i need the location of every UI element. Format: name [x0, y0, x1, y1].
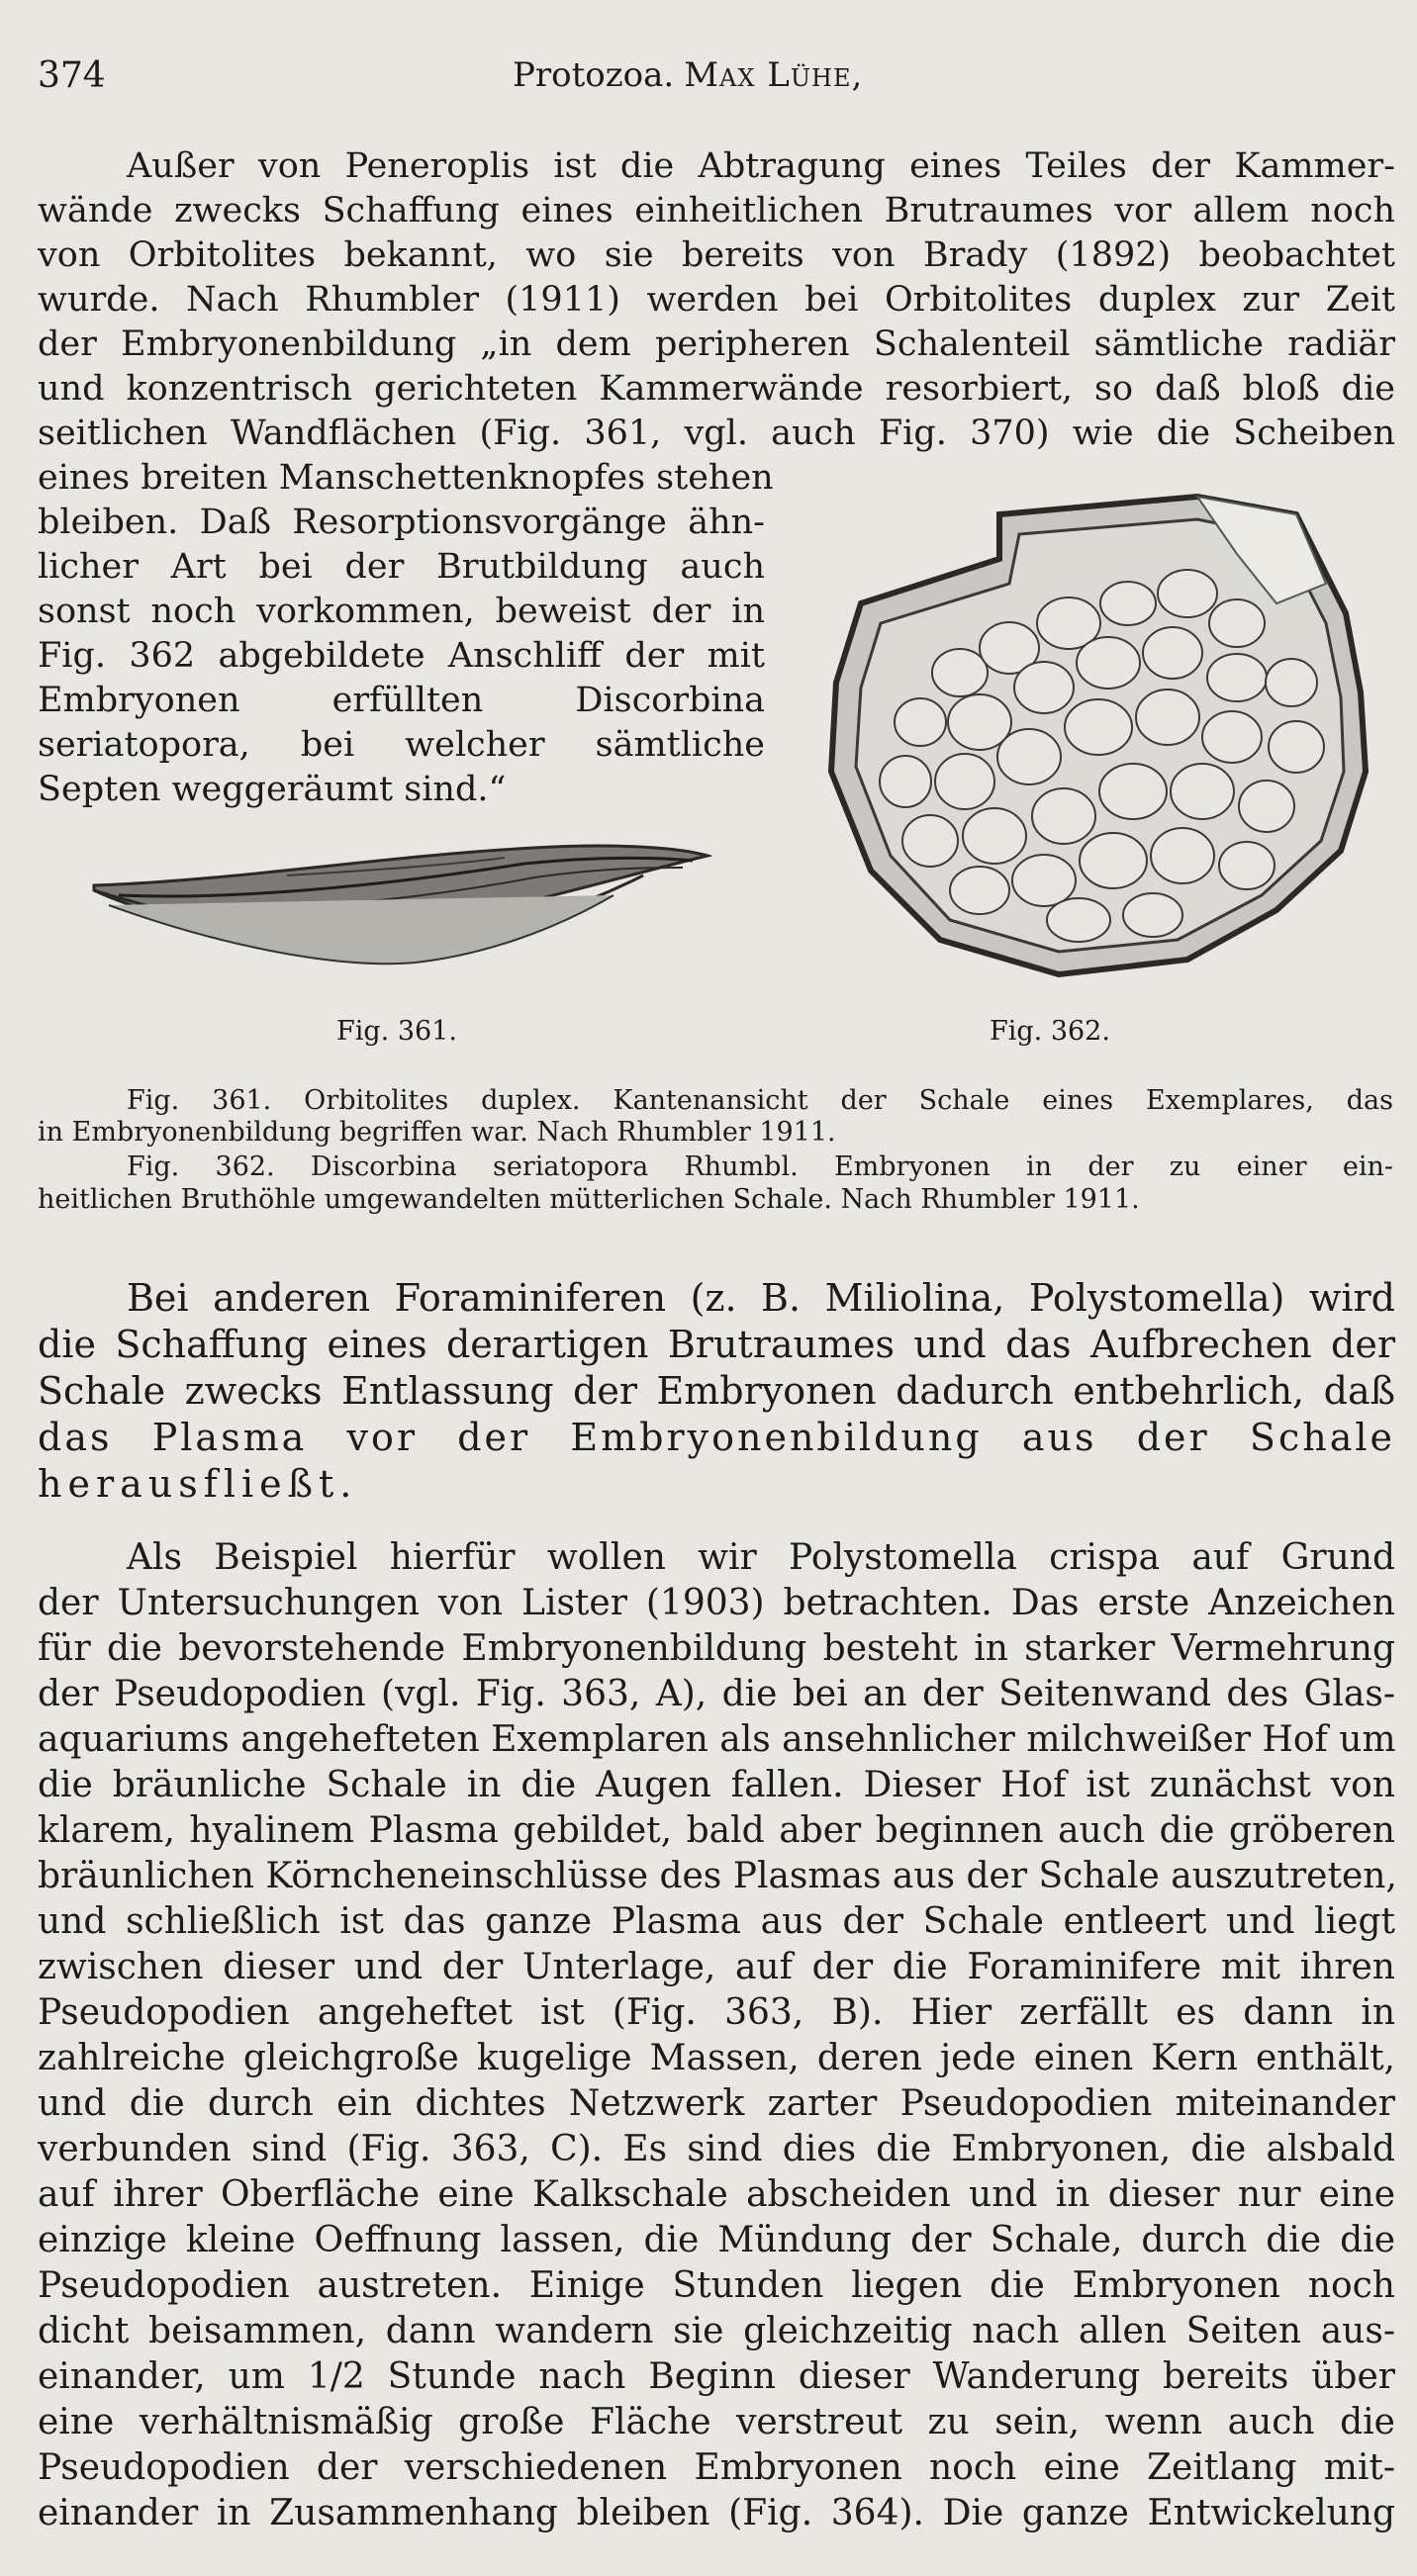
text-line: bräunlichen Körncheneinschlüsse des Plasmas aus der Schale auszutreten,: [38, 1856, 1397, 1896]
text-line: seriatopora, bei welcher sämtliche: [38, 725, 765, 765]
text-line: und schließlich ist das ganze Plasma aus der Schale entleert und liegt: [38, 1901, 1395, 1942]
text-line: klarem, hyalinem Plasma gebildet, bald aber beginnen auch die gröberen: [38, 1810, 1395, 1851]
caption-line: in Embryonenbildung begriffen war. Nach Rhumbler 1911.: [38, 1117, 836, 1148]
text-line: Fig. 362 abgebildete Anschliff der mit: [38, 636, 765, 676]
text-line: bleiben. Daß Resorptionsvorgänge ähn-: [38, 503, 765, 542]
text-line: sonst noch vorkommen, beweist der in: [38, 592, 765, 631]
text-line: Septen weggeräumt sind.“: [38, 770, 507, 809]
text-line: Pseudopodien angeheftet ist (Fig. 363, B). Hier zerfällt es dann in: [38, 1992, 1395, 2033]
fig-361-illustration: [89, 836, 712, 984]
caption-line: Fig. 361. Orbitolites duplex. Kantenansicht der Schale eines Exemplares, das: [127, 1085, 1393, 1116]
text-line: von Orbitolites bekannt, wo sie bereits von Brady (1892) beobachtet: [38, 235, 1395, 275]
caption-line: Fig. 362. Discorbina seriatopora Rhumbl. Embryonen in der zu einer ein-: [127, 1151, 1393, 1182]
text-line: zwischen dieser und der Unterlage, auf der die Foraminifere mit ihren: [38, 1947, 1395, 1987]
running-title-text: Protozoa.: [513, 55, 675, 95]
text-line: Außer von Peneroplis ist die Abtragung eines Teiles der Kammer-: [127, 146, 1395, 186]
fig-361-label: Fig. 361.: [336, 1016, 457, 1047]
text-line: die bräunliche Schale in die Augen fallen. Dieser Hof ist zunächst von: [38, 1765, 1395, 1805]
text-line: dicht beisammen, dann wandern sie gleichzeitig nach allen Seiten aus-: [38, 2311, 1395, 2351]
text-line: der Pseudopodien (vgl. Fig. 363, A), die bei an der Seitenwand des Glas-: [38, 1674, 1395, 1714]
text-line: eine verhältnismäßig große Fläche verstreut zu sein, wenn auch die: [38, 2402, 1395, 2442]
text-line: einzige kleine Oeffnung lassen, die Mündung der Schale, durch die die: [38, 2220, 1395, 2260]
text-line: licher Art bei der Brutbildung auch: [38, 547, 765, 587]
text-line: verbunden sind (Fig. 363, C). Es sind dies die Embryonen, die alsbald: [38, 2129, 1395, 2169]
text-line: Als Beispiel hierfür wollen wir Polystomella crispa auf Grund: [127, 1537, 1395, 1578]
running-author: Max Lühe,: [684, 55, 864, 95]
text-line: das Plasma vor der Embryonenbildung aus der Schale: [38, 1416, 1395, 1459]
page-number: 374: [38, 55, 106, 96]
text-line: Embryonen erfüllten Discorbina: [38, 681, 765, 720]
fig-362-illustration: [811, 475, 1385, 989]
text-line: einander, um 1/2 Stunde nach Beginn dieser Wanderung bereits über: [38, 2356, 1395, 2397]
text-line: Pseudopodien der verschiedenen Embryonen noch eine Zeitlang mit-: [38, 2447, 1395, 2488]
text-line: wurde. Nach Rhumbler (1911) werden bei Orbitolites duplex zur Zeit: [38, 280, 1395, 320]
text-line: wände zwecks Schaffung eines einheitlichen Brutraumes vor allem noch: [38, 191, 1395, 230]
text-line: Pseudopodien austreten. Einige Stunden liegen die Embryonen noch: [38, 2265, 1395, 2306]
text-line: Schale zwecks Entlassung der Embryonen dadurch entbehrlich, daß: [38, 1369, 1395, 1413]
text-line: auf ihrer Oberfläche eine Kalkschale abscheiden und in dieser nur eine: [38, 2174, 1395, 2215]
text-line: herausfließt.: [38, 1462, 358, 1506]
page-header: [38, 55, 1393, 105]
text-line: zahlreiche gleichgroße kugelige Massen, deren jede einen Kern enthält,: [38, 2038, 1395, 2078]
text-line: der Untersuchungen von Lister (1903) betrachten. Das erste Anzeichen: [38, 1583, 1395, 1623]
text-line: aquariums angehefteten Exemplaren als ansehnlicher milchweißer Hof um: [38, 1719, 1396, 1760]
text-line: die Schaffung eines derartigen Brutraumes und das Aufbrechen der: [38, 1323, 1395, 1366]
text-line: eines breiten Manschettenknopfes stehen: [38, 458, 774, 498]
text-line: einander in Zusammenhang bleiben (Fig. 364). Die ganze Entwickelung: [38, 2493, 1395, 2533]
text-line: und konzentrisch gerichteten Kammerwände resorbiert, so daß bloß die: [38, 369, 1395, 409]
text-line: für die bevorstehende Embryonenbildung besteht in starker Vermehrung: [38, 1628, 1395, 1669]
text-line: seitlichen Wandflächen (Fig. 361, vgl. auch Fig. 370) wie die Scheiben: [38, 414, 1395, 453]
running-title: [513, 55, 863, 95]
text-line: der Embryonenbildung „in dem peripheren Schalenteil sämtliche radiär: [38, 324, 1395, 364]
caption-line: heitlichen Bruthöhle umgewandelten mütterlichen Schale. Nach Rhumbler 1911.: [38, 1184, 1140, 1215]
fig-362-label: Fig. 362.: [990, 1016, 1110, 1047]
text-line: Bei anderen Foraminiferen (z. B. Miliolina, Polystomella) wird: [127, 1276, 1395, 1320]
text-line: und die durch ein dichtes Netzwerk zarter Pseudopodien miteinander: [38, 2083, 1395, 2124]
